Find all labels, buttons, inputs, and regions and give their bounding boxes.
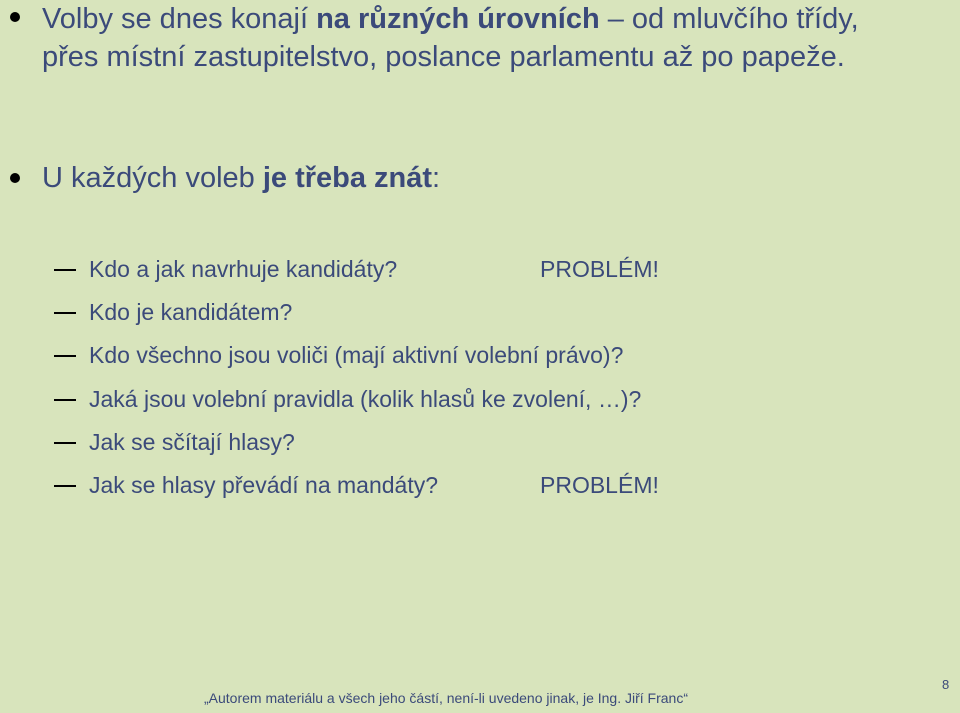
bullet-1-text-bold: na různých úrovních xyxy=(316,3,600,35)
question-text: Jak se sčítají hlasy? xyxy=(89,429,295,455)
bullet-2-text-pre: U každých voleb xyxy=(42,162,263,194)
dash-icon xyxy=(54,399,76,401)
bullet-2-text-post: : xyxy=(432,162,441,194)
dash-icon xyxy=(54,355,76,357)
bullet-dot-icon xyxy=(10,12,20,22)
question-text: Jak se hlasy převádí na mandáty? xyxy=(89,472,439,498)
dash-icon xyxy=(54,442,76,444)
page-number: 8 xyxy=(942,677,950,692)
question-text: Kdo všechno jsou voliči (mají aktivní volební právo)? xyxy=(89,342,624,368)
dash-icon xyxy=(54,269,76,271)
bullet-1-line-1 xyxy=(42,0,859,38)
footer-author: „Autorem materiálu a všech jeho částí, není-li uvedeno jinak, je Ing. Jiří Franc“ xyxy=(204,690,688,706)
question-text: Jaká jsou volební pravidla (kolik hlasů ke zvolení, …)? xyxy=(89,386,642,412)
problem-tag: PROBLÉM! xyxy=(540,256,659,282)
bullet-dot-icon xyxy=(10,173,20,183)
dash-icon xyxy=(54,312,76,314)
question-text: Kdo je kandidátem? xyxy=(89,299,293,325)
bullet-2-line xyxy=(42,159,440,197)
bullet-1-text-post: – od mluvčího třídy, xyxy=(599,3,859,35)
problem-tag: PROBLÉM! xyxy=(540,472,659,498)
bullet-2-text-bold: je třeba znát xyxy=(262,162,433,194)
bullet-1-text-pre: Volby se dnes konají xyxy=(42,3,317,35)
bullet-1-line-2: přes místní zastupitelstvo, poslance parlamentu až po papeže. xyxy=(42,41,845,73)
question-text: Kdo a jak navrhuje kandidáty? xyxy=(89,256,398,282)
dash-icon xyxy=(54,485,76,487)
